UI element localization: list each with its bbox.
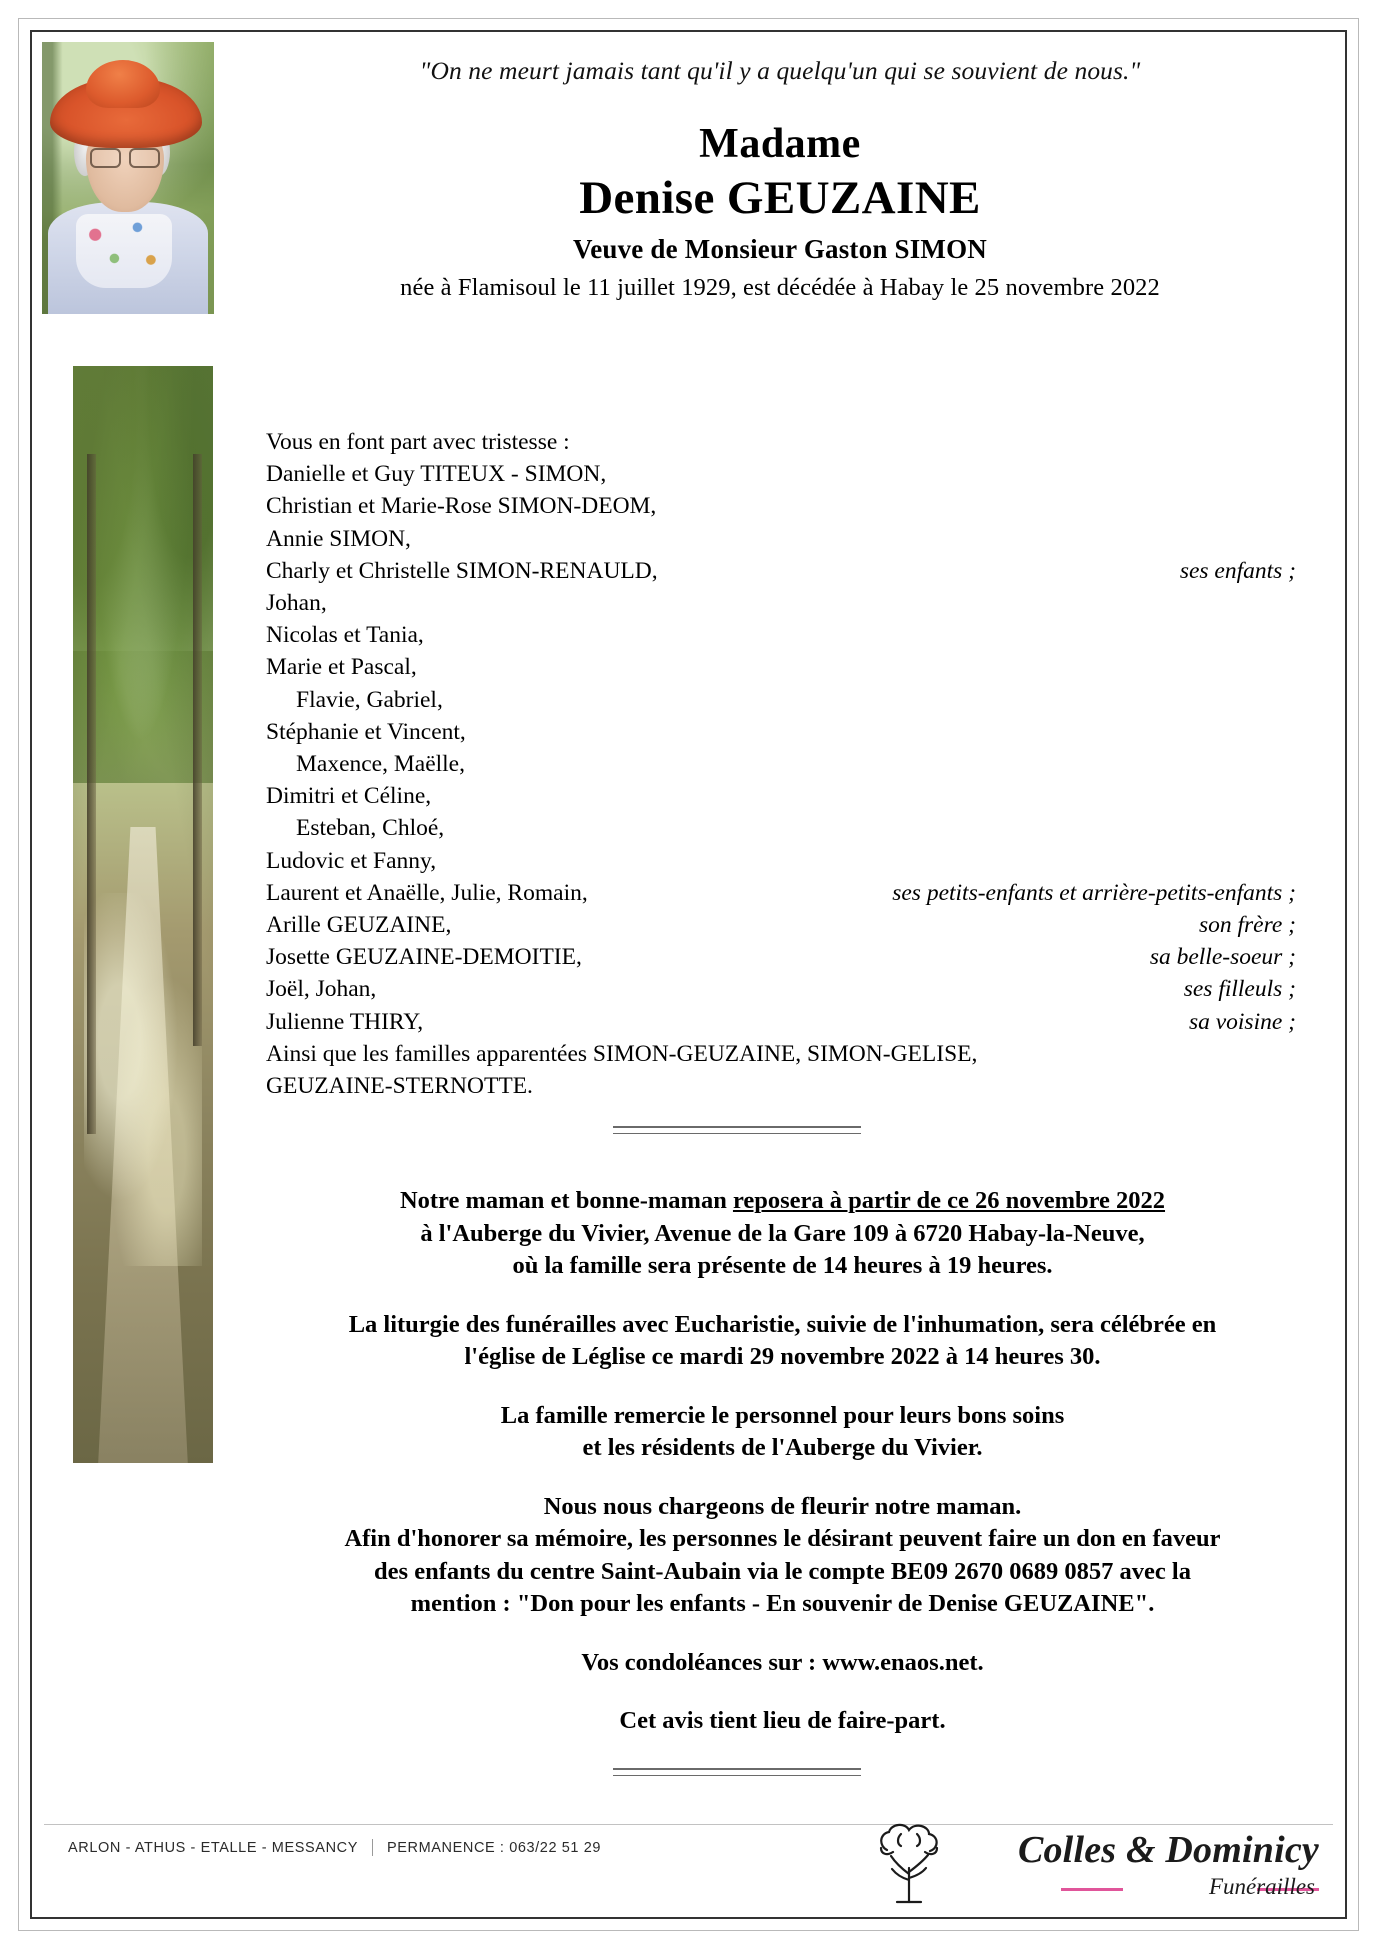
deceased-name-block xyxy=(240,120,1320,302)
family-row xyxy=(266,458,1296,490)
family-row xyxy=(266,1070,1296,1102)
family-member-name: Annie SIMON, xyxy=(266,525,411,552)
thanks-block xyxy=(240,1400,1325,1465)
condolences-block xyxy=(240,1647,1325,1680)
family-member-name: Julienne THIRY, xyxy=(266,1008,424,1035)
portrait-scarf xyxy=(76,214,172,288)
family-relation: ses filleuls ; xyxy=(1183,976,1296,1003)
brand-subtitle: Funérailles xyxy=(1208,1874,1315,1899)
family-relation: sa belle-soeur ; xyxy=(1149,944,1296,971)
divider-top xyxy=(613,1126,861,1134)
family-member-name: GEUZAINE-STERNOTTE. xyxy=(266,1073,533,1100)
family-row xyxy=(266,973,1296,1005)
footer-cities: ARLON - ATHUS - ETALLE - MESSANCY xyxy=(68,1839,358,1856)
donation-block xyxy=(240,1491,1325,1621)
donation-line-1: Afin d'honorer sa mémoire, les personnes le désirant peuvent faire un don en faveur xyxy=(344,1525,1221,1552)
family-row xyxy=(266,490,1296,522)
path-photo-shadow-overlay xyxy=(73,366,213,1463)
family-row xyxy=(266,1038,1296,1070)
liturgy-block xyxy=(240,1309,1325,1374)
family-member-name: Arille GEUZAINE, xyxy=(266,912,452,939)
family-member-name: Flavie, Gabriel, xyxy=(296,686,443,713)
family-row xyxy=(266,941,1296,973)
family-row xyxy=(266,587,1296,619)
family-member-name: Ludovic et Fanny, xyxy=(266,847,437,874)
repose-line-3: où la famille sera présente de 14 heures à 19 heures. xyxy=(512,1252,1053,1279)
family-member-name: Esteban, Chloé, xyxy=(296,815,445,842)
spouse-line: Veuve de Monsieur Gaston SIMON xyxy=(572,233,988,264)
repose-prefix: Notre maman et bonne-maman xyxy=(399,1187,733,1214)
tree-icon xyxy=(857,1816,961,1908)
liturgy-line-1: La liturgie des funérailles avec Eucharistie, suivie de l'inhumation, sera célébrée en xyxy=(348,1310,1217,1338)
notice-line: Cet avis tient lieu de faire-part. xyxy=(619,1707,946,1734)
family-row xyxy=(266,651,1296,683)
family-row xyxy=(266,1006,1296,1038)
flowers-line-1: Nous nous chargeons de fleurir notre maman. xyxy=(543,1492,1022,1520)
family-intro-row xyxy=(266,426,1296,458)
thanks-line-1: La famille remercie le personnel pour leurs bons soins xyxy=(500,1401,1065,1429)
family-member-name: Josette GEUZAINE-DEMOITIE, xyxy=(266,944,582,971)
memorial-quote: "On ne meurt jamais tant qu'il y a quelqu'un qui se souvient de nous." xyxy=(419,56,1141,85)
family-member-name: Marie et Pascal, xyxy=(266,654,417,681)
family-row xyxy=(266,909,1296,941)
family-row xyxy=(266,716,1296,748)
family-member-name: Christian et Marie-Rose SIMON-DEOM, xyxy=(266,493,657,520)
repose-line-2: à l'Auberge du Vivier, Avenue de la Gare 109 à 6720 Habay-la-Neuve, xyxy=(420,1219,1145,1247)
liturgy-line-2: l'église de Léglise ce mardi 29 novembre 2022 à 14 heures 30. xyxy=(464,1343,1101,1370)
family-member-name: Joël, Johan, xyxy=(266,976,377,1003)
brand-rule-left xyxy=(1061,1888,1123,1891)
family-intro-text: Vous en font part avec tristesse : xyxy=(266,429,570,455)
funeral-home-logo xyxy=(849,1810,1319,1914)
family-row xyxy=(266,812,1296,844)
forest-path-photo xyxy=(73,366,213,1463)
footer-separator-icon xyxy=(372,1839,373,1856)
birth-death-line: née à Flamisoul le 11 juillet 1929, est décédée à Habay le 25 novembre 2022 xyxy=(400,273,1160,301)
family-relation: son frère ; xyxy=(1198,912,1296,939)
family-relation: ses enfants ; xyxy=(1179,557,1296,584)
family-member-name: Johan, xyxy=(266,590,327,617)
repose-line-1 xyxy=(240,1185,1325,1218)
family-row xyxy=(266,748,1296,780)
family-member-name: Charly et Christelle SIMON-RENAULD, xyxy=(266,557,658,584)
donation-line-2: des enfants du centre Saint-Aubain via le compte BE09 2670 0689 0857 avec la xyxy=(374,1557,1191,1585)
family-announcement-list xyxy=(266,426,1296,1102)
family-relation: ses petits-enfants et arrière-petits-enfants ; xyxy=(892,879,1296,906)
footer-permanence: PERMANENCE : 063/22 51 29 xyxy=(386,1839,602,1856)
brand-name: Colles & Dominicy xyxy=(1017,1829,1319,1871)
thanks-line-2: et les résidents de l'Auberge du Vivier. xyxy=(582,1434,983,1461)
family-member-name: Dimitri et Céline, xyxy=(266,783,432,810)
family-member-name: Ainsi que les familles apparentées SIMON-GEUZAINE, SIMON-GELISE, xyxy=(266,1040,978,1067)
family-row xyxy=(266,523,1296,555)
funeral-arrangements xyxy=(240,1185,1325,1738)
family-row xyxy=(266,780,1296,812)
repose-underlined: reposera à partir de ce 26 novembre 2022 xyxy=(732,1187,1166,1214)
family-row xyxy=(266,684,1296,716)
family-row xyxy=(266,555,1296,587)
repose-block xyxy=(240,1185,1325,1283)
family-row xyxy=(266,845,1296,877)
notice-block xyxy=(240,1705,1325,1738)
footer-info xyxy=(68,1839,601,1856)
portrait-glasses xyxy=(90,148,160,165)
family-member-name: Laurent et Anaëlle, Julie, Romain, xyxy=(266,879,588,906)
family-member-name: Danielle et Guy TITEUX - SIMON, xyxy=(266,461,607,488)
family-member-name: Nicolas et Tania, xyxy=(266,622,424,649)
donation-line-3: mention : "Don pour les enfants - En souvenir de Denise GEUZAINE". xyxy=(410,1590,1155,1617)
family-relation: sa voisine ; xyxy=(1188,1008,1296,1035)
condolences-line: Vos condoléances sur : www.enaos.net. xyxy=(581,1648,984,1676)
family-member-name: Maxence, Maëlle, xyxy=(296,751,465,778)
family-row xyxy=(266,619,1296,651)
deceased-full-name: Denise GEUZAINE xyxy=(579,171,981,224)
family-row xyxy=(266,877,1296,909)
divider-bottom xyxy=(613,1768,861,1776)
title-madame: Madame xyxy=(699,121,861,167)
portrait-photo xyxy=(42,42,214,314)
family-member-name: Stéphanie et Vincent, xyxy=(266,718,466,745)
